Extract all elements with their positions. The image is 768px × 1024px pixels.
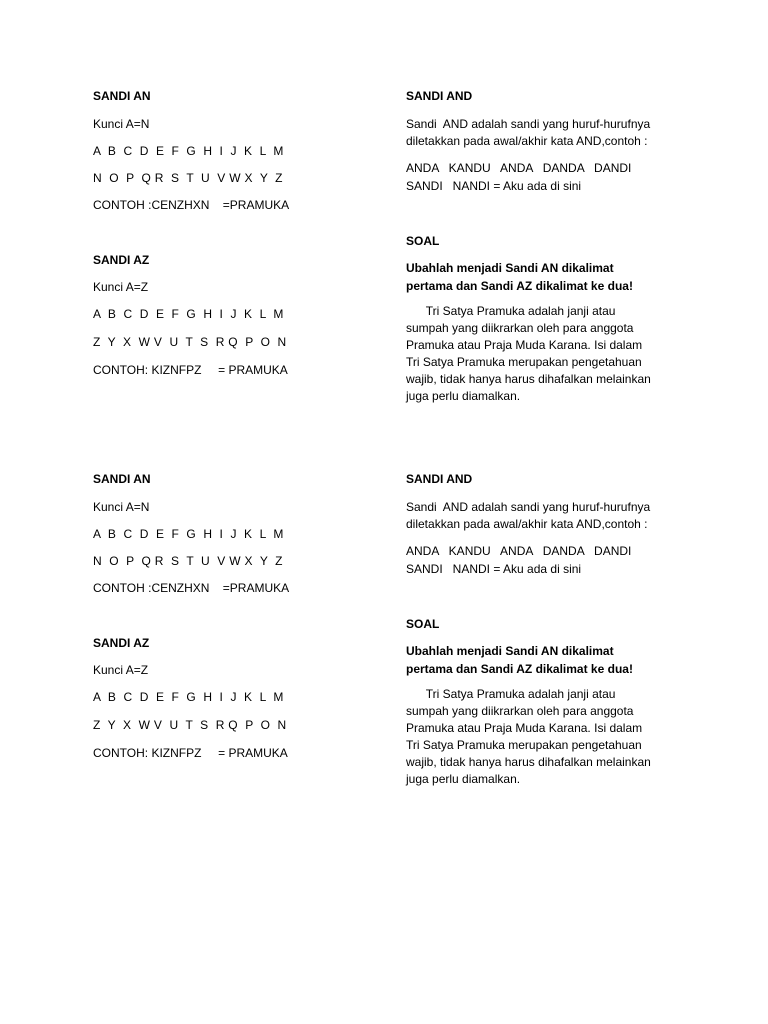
sandi-az-contoh: CONTOH: KIZNFPZ = PRAMUKA bbox=[93, 746, 288, 760]
sandi-an-row1: A B C D E F G H I J K L M bbox=[93, 144, 284, 158]
soal-paragraph-line5: wajib, tidak hanya harus dihafalkan melainkan bbox=[406, 372, 651, 386]
sandi-az-row2: Z Y X W V U T S R Q P O N bbox=[93, 718, 287, 732]
sandi-and-desc-line1: Sandi AND adalah sandi yang huruf-hurufnya bbox=[406, 500, 651, 514]
soal-paragraph-line5: wajib, tidak hanya harus dihafalkan melainkan bbox=[406, 755, 651, 769]
sandi-az-row2: Z Y X W V U T S R Q P O N bbox=[93, 335, 287, 349]
sandi-and-desc-line2: diletakkan pada awal/akhir kata AND,contoh : bbox=[406, 517, 648, 531]
soal-paragraph-line3: Pramuka atau Praja Muda Karana. Isi dalam bbox=[406, 721, 643, 735]
sandi-an-row2: N O P Q R S T U V W X Y Z bbox=[93, 554, 283, 568]
soal-question-line2: pertama dan Sandi AZ dikalimat ke dua! bbox=[406, 279, 633, 293]
sandi-az-kunci: Kunci A=Z bbox=[93, 663, 149, 677]
soal-paragraph-line2: sumpah yang diikrarkan oleh para anggota bbox=[406, 704, 634, 718]
sandi-and-example2: SANDI NANDI = Aku ada di sini bbox=[406, 179, 582, 193]
soal-paragraph-line6: juga perlu diamalkan. bbox=[406, 772, 521, 786]
soal-paragraph-line4: Tri Satya Pramuka merupakan pengetahuan bbox=[406, 355, 642, 369]
soal-question-line1: Ubahlah menjadi Sandi AN dikalimat bbox=[406, 261, 614, 275]
sandi-az-contoh: CONTOH: KIZNFPZ = PRAMUKA bbox=[93, 363, 288, 377]
sandi-an-contoh: CONTOH :CENZHXN =PRAMUKA bbox=[93, 198, 290, 212]
sandi-az-title: SANDI AZ bbox=[93, 253, 150, 267]
soal-title: SOAL bbox=[406, 617, 440, 631]
sandi-and-title: SANDI AND bbox=[406, 472, 473, 486]
sandi-az-title: SANDI AZ bbox=[93, 636, 150, 650]
sandi-an-kunci: Kunci A=N bbox=[93, 117, 150, 131]
sandi-an-row2: N O P Q R S T U V W X Y Z bbox=[93, 171, 283, 185]
soal-paragraph-line1: Tri Satya Pramuka adalah janji atau bbox=[406, 304, 616, 318]
sandi-an-contoh: CONTOH :CENZHXN =PRAMUKA bbox=[93, 581, 290, 595]
soal-paragraph-line3: Pramuka atau Praja Muda Karana. Isi dalam bbox=[406, 338, 643, 352]
sandi-an-title: SANDI AN bbox=[93, 89, 151, 103]
soal-paragraph-line1: Tri Satya Pramuka adalah janji atau bbox=[406, 687, 616, 701]
sandi-an-row1: A B C D E F G H I J K L M bbox=[93, 527, 284, 541]
sandi-az-row1: A B C D E F G H I J K L M bbox=[93, 307, 284, 321]
sandi-and-example1: ANDA KANDU ANDA DANDA DANDI bbox=[406, 161, 632, 175]
sandi-and-example1: ANDA KANDU ANDA DANDA DANDI bbox=[406, 544, 632, 558]
sandi-and-desc-line2: diletakkan pada awal/akhir kata AND,contoh : bbox=[406, 134, 648, 148]
sandi-an-kunci: Kunci A=N bbox=[93, 500, 150, 514]
sandi-and-desc-line1: Sandi AND adalah sandi yang huruf-hurufnya bbox=[406, 117, 651, 131]
sandi-az-row1: A B C D E F G H I J K L M bbox=[93, 690, 284, 704]
soal-question-line2: pertama dan Sandi AZ dikalimat ke dua! bbox=[406, 662, 633, 676]
soal-paragraph-line4: Tri Satya Pramuka merupakan pengetahuan bbox=[406, 738, 642, 752]
worksheet-section-1 bbox=[0, 0, 768, 403]
soal-title: SOAL bbox=[406, 234, 440, 248]
soal-paragraph-line6: juga perlu diamalkan. bbox=[406, 389, 521, 403]
soal-paragraph-line2: sumpah yang diikrarkan oleh para anggota bbox=[406, 321, 634, 335]
sandi-and-title: SANDI AND bbox=[406, 89, 473, 103]
sandi-az-kunci: Kunci A=Z bbox=[93, 280, 149, 294]
sandi-and-example2: SANDI NANDI = Aku ada di sini bbox=[406, 562, 582, 576]
worksheet-section-2 bbox=[0, 383, 768, 786]
soal-question-line1: Ubahlah menjadi Sandi AN dikalimat bbox=[406, 644, 614, 658]
sandi-an-title: SANDI AN bbox=[93, 472, 151, 486]
